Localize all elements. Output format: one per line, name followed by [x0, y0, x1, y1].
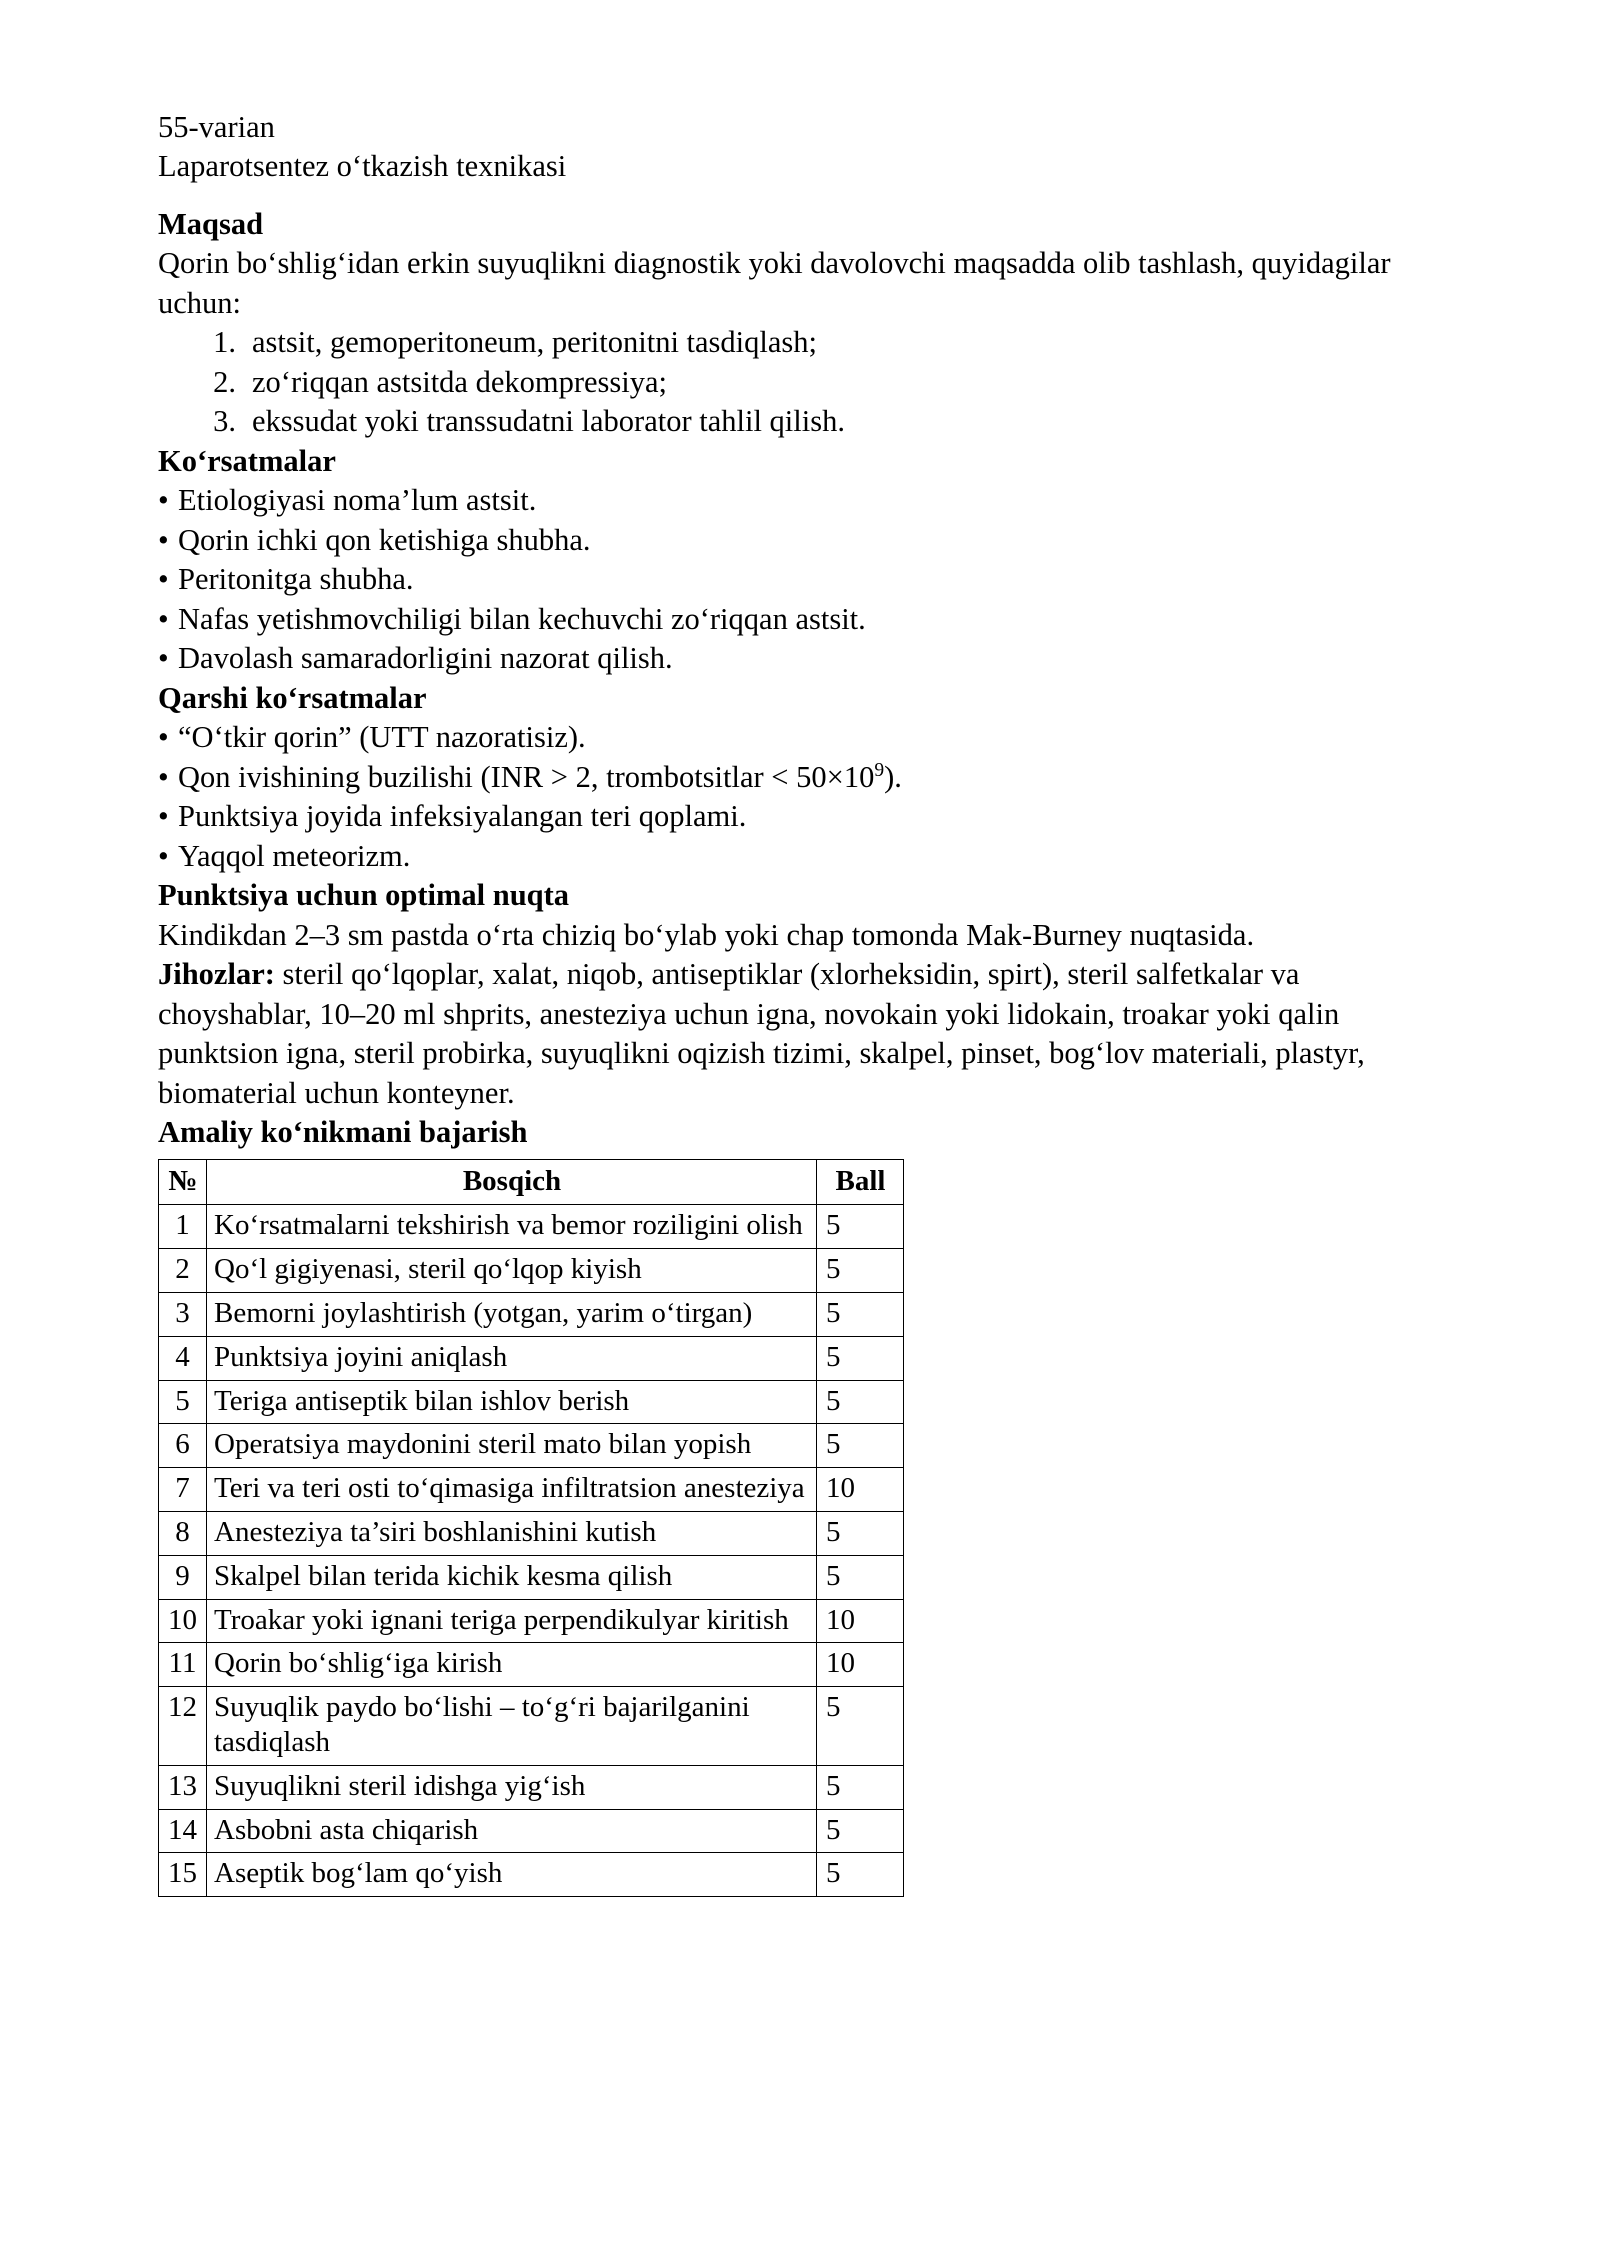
table-row: [159, 1643, 904, 1687]
cell-step-text: Teriga antiseptik bilan ishlov berish: [207, 1380, 817, 1424]
table-row: [159, 1853, 904, 1897]
bullet-icon: •: [158, 759, 169, 794]
variant-label: 55-varian: [158, 110, 275, 144]
list-item-text: Etiologiyasi noma’lum astsit.: [178, 483, 537, 518]
list-item-number: 1.: [213, 325, 236, 360]
table-row: [159, 1380, 904, 1424]
cell-step-text: Troakar yoki ignani teriga perpendikulyar kiritish: [207, 1599, 817, 1643]
cell-ball-value: 10: [817, 1468, 904, 1512]
list-item: [158, 481, 1450, 520]
list-item-text: Qorin ichki qon ketishiga shubha.: [178, 522, 591, 557]
list-item-text: Peritonitga shubha.: [178, 562, 414, 597]
superscript-exponent: 9: [874, 759, 885, 781]
cell-row-number: 14: [159, 1809, 207, 1853]
list-item: [158, 402, 1450, 441]
list-item: [158, 718, 1450, 757]
jihozlar-text: steril qo‘lqoplar, xalat, niqob, antiseptiklar (xlorheksidin, spirt), steril salfetkalar va choyshablar, 10–20 ml shprits, anesteziya uchun igna, novokain yoki lidokain, troakar yoki qalin punktsion igna, steril probirka, suyuqlikni oqizish tizimi, skalpel, pinset, bog‘lov materiali, plastyr, biomaterial uchun konteyner.: [158, 957, 1365, 1110]
table-row: [159, 1336, 904, 1380]
cell-step-text: Suyuqlik paydo bo‘lishi – to‘g‘ri bajarilganini tasdiqlash: [207, 1687, 817, 1766]
list-item-text: Davolash samaradorligini nazorat qilish.: [178, 641, 673, 676]
list-item: [158, 323, 1450, 362]
cell-ball-value: 5: [817, 1853, 904, 1897]
bullet-icon: •: [158, 522, 169, 557]
document-title: Laparotsentez o‘tkazish texnikasi: [158, 149, 567, 184]
section-heading-korsatmalar: Ko‘rsatmalar: [158, 443, 336, 478]
cell-row-number: 10: [159, 1599, 207, 1643]
cell-step-text: Qo‘l gigiyenasi, steril qo‘lqop kiyish: [207, 1249, 817, 1293]
cell-ball-value: 5: [817, 1292, 904, 1336]
list-item-text-main: Punktsiya joyida infeksiyalangan teri qoplami.: [178, 799, 747, 834]
list-item-text: [178, 837, 410, 876]
table-header-row: [159, 1159, 904, 1205]
list-item-text: ekssudat yoki transsudatni laborator tahlil qilish.: [252, 404, 845, 439]
list-item: [158, 560, 1450, 599]
list-item-number: 3.: [213, 404, 236, 439]
cell-row-number: 7: [159, 1468, 207, 1512]
list-item: [158, 758, 1450, 797]
list-item-text-main: “O‘tkir qorin” (UTT nazoratisiz).: [178, 720, 586, 755]
cell-step-text: Asbobni asta chiqarish: [207, 1809, 817, 1853]
cell-step-text: Anesteziya ta’siri boshlanishini kutish: [207, 1511, 817, 1555]
cell-ball-value: 5: [817, 1511, 904, 1555]
cell-ball-value: 5: [817, 1687, 904, 1766]
list-item-number: 2.: [213, 364, 236, 399]
bullet-icon: •: [158, 483, 169, 518]
spacer: [158, 187, 1450, 205]
bullet-icon: •: [158, 838, 169, 873]
list-item: [158, 363, 1450, 402]
list-item-text: [178, 758, 902, 797]
list-item-text: Nafas yetishmovchiligi bilan kechuvchi zo‘riqqan astsit.: [178, 601, 866, 636]
table-row: [159, 1424, 904, 1468]
bullet-icon: •: [158, 720, 169, 755]
cell-row-number: 5: [159, 1380, 207, 1424]
cell-row-number: 15: [159, 1853, 207, 1897]
list-item: [158, 600, 1450, 639]
list-item-text: [178, 718, 586, 757]
cell-row-number: 13: [159, 1765, 207, 1809]
cell-step-text: Operatsiya maydonini steril mato bilan yopish: [207, 1424, 817, 1468]
cell-step-text: Qorin bo‘shlig‘iga kirish: [207, 1643, 817, 1687]
cell-step-text: Skalpel bilan terida kichik kesma qilish: [207, 1555, 817, 1599]
table-row: [159, 1511, 904, 1555]
cell-step-text: Punktsiya joyini aniqlash: [207, 1336, 817, 1380]
section-heading-maqsad: Maqsad: [158, 206, 264, 241]
document-body: [158, 108, 1450, 1897]
section-heading-amaliy-konikma: Amaliy ko‘nikmani bajarish: [158, 1115, 528, 1150]
bullet-icon: •: [158, 562, 169, 597]
bullet-icon: •: [158, 641, 169, 676]
cell-row-number: 12: [159, 1687, 207, 1766]
list-item: [158, 797, 1450, 836]
cell-step-text: Teri va teri osti to‘qimasiga infiltratsion anesteziya: [207, 1468, 817, 1512]
jihozlar-paragraph: [158, 955, 1450, 1113]
section-heading-qarshi-korsatmalar: Qarshi ko‘rsatmalar: [158, 680, 427, 715]
table-row: [159, 1249, 904, 1293]
bullet-icon: •: [158, 601, 169, 636]
column-header-number: №: [159, 1159, 207, 1205]
cell-ball-value: 5: [817, 1336, 904, 1380]
cell-ball-value: 5: [817, 1424, 904, 1468]
cell-step-text: Ko‘rsatmalarni tekshirish va bemor roziligini olish: [207, 1205, 817, 1249]
cell-row-number: 3: [159, 1292, 207, 1336]
cell-ball-value: 5: [817, 1380, 904, 1424]
cell-row-number: 11: [159, 1643, 207, 1687]
list-item-text-tail: ).: [884, 759, 902, 794]
column-header-step: Bosqich: [207, 1159, 817, 1205]
list-item-text-main: Yaqqol meteorizm.: [178, 838, 411, 873]
cell-ball-value: 5: [817, 1249, 904, 1293]
cell-ball-value: 10: [817, 1643, 904, 1687]
skill-assessment-table: [158, 1159, 904, 1898]
list-item: [158, 837, 1450, 876]
list-item-text: [178, 797, 746, 836]
cell-row-number: 6: [159, 1424, 207, 1468]
table-row: [159, 1687, 904, 1766]
list-item-text: astsit, gemoperitoneum, peritonitni tasdiqlash;: [252, 325, 818, 360]
cell-ball-value: 5: [817, 1205, 904, 1249]
table-row: [159, 1292, 904, 1336]
maqsad-intro-text: Qorin bo‘shlig‘idan erkin suyuqlikni diagnostik yoki davolovchi maqsadda olib tashlash, quyidagilar uchun:: [158, 246, 1391, 320]
table-row: [159, 1599, 904, 1643]
table-row: [159, 1555, 904, 1599]
maqsad-numbered-list: [158, 323, 1450, 441]
cell-row-number: 2: [159, 1249, 207, 1293]
list-item: [158, 639, 1450, 678]
cell-row-number: 4: [159, 1336, 207, 1380]
table-row: [159, 1205, 904, 1249]
cell-row-number: 9: [159, 1555, 207, 1599]
optimal-nuqta-text: Kindikdan 2–3 sm pastda o‘rta chiziq bo‘ylab yoki chap tomonda Mak-Burney nuqtasida.: [158, 917, 1255, 952]
cell-step-text: Suyuqlikni steril idishga yig‘ish: [207, 1765, 817, 1809]
cell-row-number: 1: [159, 1205, 207, 1249]
cell-ball-value: 5: [817, 1809, 904, 1853]
cell-row-number: 8: [159, 1511, 207, 1555]
table-row: [159, 1809, 904, 1853]
qarshi-korsatmalar-bullet-list: [158, 718, 1450, 876]
list-item-text-main: Qon ivishining buzilishi (INR > 2, trombotsitlar < 50×10: [178, 759, 875, 794]
table-row: [159, 1765, 904, 1809]
cell-ball-value: 5: [817, 1765, 904, 1809]
cell-step-text: Aseptik bog‘lam qo‘yish: [207, 1853, 817, 1897]
cell-ball-value: 5: [817, 1555, 904, 1599]
table-row: [159, 1468, 904, 1512]
cell-step-text: Bemorni joylashtirish (yotgan, yarim o‘tirgan): [207, 1292, 817, 1336]
korsatmalar-bullet-list: [158, 481, 1450, 678]
list-item-text: zo‘riqqan astsitda dekompressiya;: [252, 364, 668, 399]
bullet-icon: •: [158, 799, 169, 834]
cell-ball-value: 10: [817, 1599, 904, 1643]
column-header-ball: Ball: [817, 1159, 904, 1205]
jihozlar-label: Jihozlar:: [158, 957, 275, 992]
section-heading-optimal-nuqta: Punktsiya uchun optimal nuqta: [158, 878, 570, 913]
list-item: [158, 521, 1450, 560]
